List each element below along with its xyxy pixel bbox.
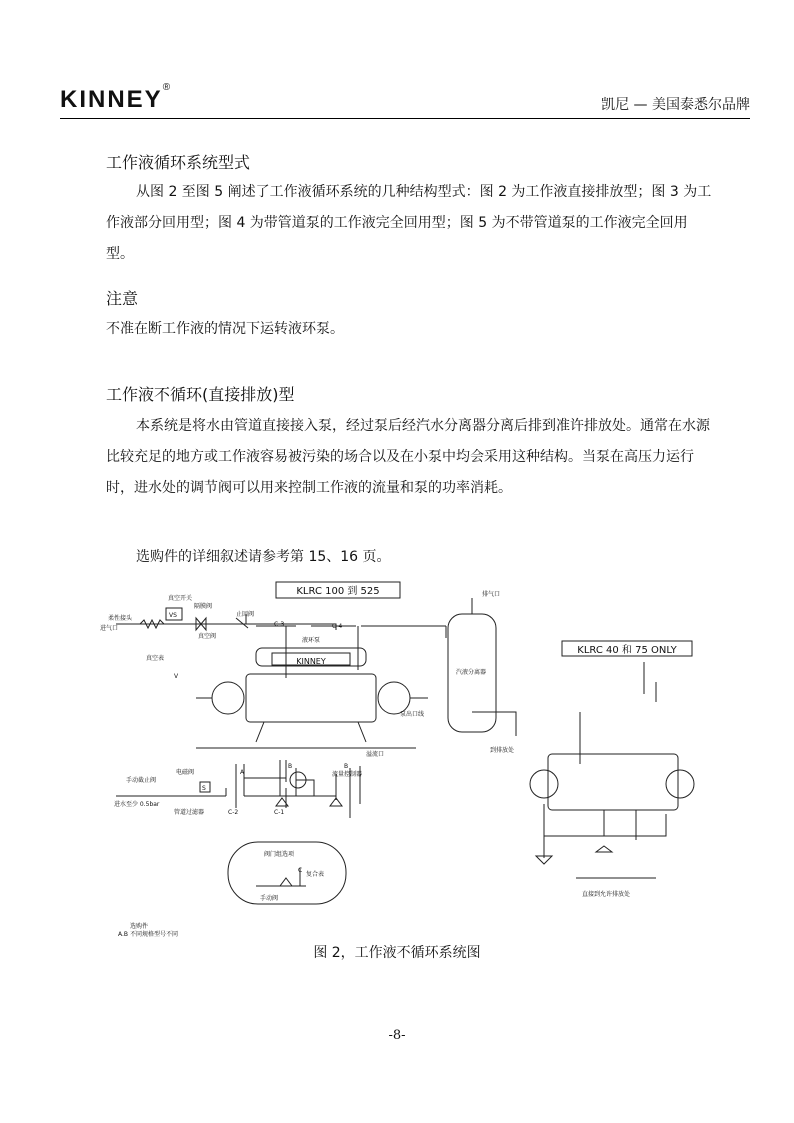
- label-water-in: 进水至少 0.5bar: [114, 801, 160, 808]
- label-compound-gauge: 复合表: [306, 871, 325, 878]
- label-c: C: [298, 867, 303, 874]
- label-vacuum-valve: 真空阀: [198, 633, 217, 640]
- pump-logo-label: KINNEY: [296, 657, 326, 666]
- note-body: 不准在断工作液的情况下运转液环泵。: [106, 321, 344, 337]
- label-manual-valve: 手动截止阀: [126, 777, 157, 784]
- registered-mark: ®: [162, 82, 173, 93]
- brand-logo-text: KINNEY: [60, 86, 163, 113]
- label-s: S: [202, 785, 206, 792]
- label-flex: 柔性接头: [108, 615, 133, 622]
- figure-caption: 图 2，工作液不循环系统图: [313, 945, 481, 961]
- small-pump-body: [548, 754, 678, 810]
- legend-ab-label: 不同规格型号不同: [130, 931, 179, 938]
- label-hand-valve: 手动阀: [260, 895, 279, 902]
- label-c3: C-3: [274, 621, 285, 628]
- system-diagram: [96, 578, 726, 938]
- label-c4: C-4: [332, 623, 343, 630]
- label-seal-control: 流量控制器: [332, 771, 363, 778]
- label-c1: C-1: [274, 809, 285, 816]
- model-box-small-label: KLRC 40 和 75 ONLY: [577, 645, 677, 656]
- label-strainer: 管道过滤器: [174, 809, 205, 816]
- label-drain-port: 溢流口: [366, 751, 385, 758]
- small-pump-right-end: [666, 770, 694, 798]
- label-vacuum-gauge: 真空表: [146, 655, 165, 662]
- page-number: -8-: [388, 1028, 406, 1043]
- legend-star-label: 选购件: [130, 923, 149, 930]
- label-ring-pump: 液环泵: [302, 637, 321, 644]
- label-c2: C-2: [228, 809, 239, 816]
- label-vacuum-relief: 隔膜阀: [194, 603, 213, 610]
- label-vacuum-switch: 真空开关: [168, 595, 193, 602]
- brand-logo: [60, 82, 173, 114]
- pump-right-end: [378, 682, 410, 714]
- pump-left-end: [212, 682, 244, 714]
- label-v: V: [174, 673, 179, 680]
- section-title-direct-discharge: 工作液不循环(直接排放)型: [106, 385, 295, 404]
- note-title: 注意: [106, 289, 139, 308]
- label-drain-line: 泵出口线: [400, 711, 425, 718]
- label-solenoid: 电磁阀: [176, 769, 195, 776]
- label-vs: VS: [169, 612, 177, 619]
- options-reference: 选购件的详细叙述请参考第 15、16 页。: [136, 549, 391, 565]
- pump-body: [246, 674, 376, 722]
- label-separator: 汽液分离器: [456, 669, 487, 676]
- section-title-circulation: 工作液循环系统型式: [106, 153, 251, 172]
- label-b-left: B: [288, 763, 293, 770]
- label-a: A: [240, 769, 245, 776]
- legend-ab-key: A.B: [118, 931, 129, 938]
- label-check-valve: 止回阀: [236, 611, 255, 618]
- label-inlet: 进气口: [100, 625, 119, 632]
- small-pump-left-end: [530, 770, 558, 798]
- label-b-right: B: [344, 763, 349, 770]
- label-exhaust: 排气口: [482, 591, 501, 598]
- section-body-direct-discharge: 本系统是将水由管道直接接入泵，经过泵后经汽水分离器分离后排到准许排放处。通常在水源比较充足的地方或工作液容易被污染的场合以及在小泵中均会采用这种结构。当泵在高压力运行时，进水处的调节阀可以用来控制工作液的流量和泵的功率消耗。: [106, 418, 710, 496]
- section-body-circulation: 从图 2 至图 5 阐述了工作液循环系统的几种结构型式：图 2 为工作液直接排放型；图 3 为工作液部分回用型；图 4 为带管道泵的工作液完全回用型；图 5 为不带管道泵的工作液完全回用型。: [106, 184, 712, 262]
- model-box-main-label: KLRC 100 到 525: [296, 586, 380, 597]
- label-discharge: 到排放处: [490, 747, 515, 754]
- header-brand-tagline: 凯尼 — 美国泰悉尔品牌: [601, 97, 750, 113]
- header-rule: [60, 118, 750, 119]
- label-small-bottom: 直接到允许排放处: [582, 891, 631, 898]
- label-option-box: 阀门组选项: [264, 851, 295, 858]
